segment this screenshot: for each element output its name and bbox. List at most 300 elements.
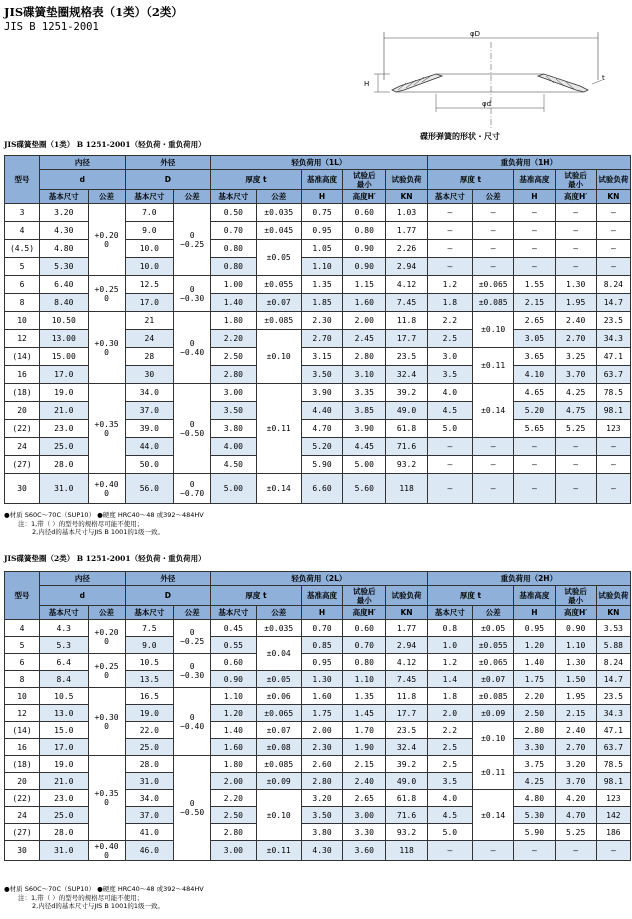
value-cell: 39.2 — [386, 384, 427, 402]
value-cell: 1.90 — [343, 739, 386, 756]
col-test-height: 试验后 最小 — [343, 170, 386, 190]
col-base-size: 基本尺寸 — [211, 190, 256, 204]
light-thickness-cell: 2.50 — [211, 807, 256, 824]
model-cell: 8 — [5, 294, 40, 312]
light-tolerance-cell: ±0.04 — [256, 637, 301, 671]
value-cell: 2.65 — [514, 312, 555, 330]
col-heavy-load: 重负荷用（1H） — [427, 156, 630, 170]
light-tolerance-cell: ±0.11 — [256, 841, 301, 861]
inner-tolerance-cell: +0.35 0 — [88, 756, 125, 841]
table-row — [5, 620, 631, 637]
table2-title: JIS碟簧垫圈（2类） B 1251-2001（轻负荷・重负荷用） — [4, 554, 206, 563]
light-tolerance-cell: ±0.065 — [256, 705, 301, 722]
inner-base-cell: 5.3 — [40, 637, 88, 654]
value-cell: 2.50 — [514, 705, 555, 722]
value-cell: 1.03 — [386, 204, 427, 222]
outer-base-cell: 28 — [125, 348, 173, 366]
model-cell: 4 — [5, 620, 40, 637]
outer-base-cell: 9.0 — [125, 637, 173, 654]
outer-base-cell: 12.5 — [125, 276, 173, 294]
inner-tolerance-cell: +0.20 0 — [88, 620, 125, 654]
light-thickness-cell: 0.45 — [211, 620, 256, 637]
value-cell: – — [514, 841, 555, 861]
model-cell: (14) — [5, 722, 40, 739]
col-tolerance: 公差 — [473, 606, 514, 620]
light-tolerance-cell: ±0.14 — [256, 474, 301, 504]
value-cell: 2.80 — [301, 773, 342, 790]
value-cell: 0.90 — [343, 258, 386, 276]
value-cell: 1.60 — [343, 294, 386, 312]
value-cell: 1.35 — [301, 276, 342, 294]
value-cell: 5.20 — [514, 402, 555, 420]
model-cell: 30 — [5, 841, 40, 861]
value-cell: 4.25 — [514, 773, 555, 790]
heavy-thickness-cell: 5.0 — [427, 824, 472, 841]
value-cell: 23.5 — [386, 722, 427, 739]
value-cell: – — [555, 222, 596, 240]
heavy-thickness-cell: – — [427, 438, 472, 456]
heavy-tolerance-cell: ±0.10 — [473, 312, 514, 348]
col-base-size: 基本尺寸 — [125, 606, 173, 620]
light-thickness-cell: 0.50 — [211, 204, 256, 222]
heavy-thickness-cell: 2.5 — [427, 330, 472, 348]
col-thickness: 厚度 t — [211, 586, 302, 606]
col-tolerance: 公差 — [88, 190, 125, 204]
light-tolerance-cell: ±0.05 — [256, 240, 301, 276]
table-row — [5, 312, 631, 330]
value-cell: 0.90 — [555, 620, 596, 637]
value-cell: 2.26 — [386, 240, 427, 258]
model-cell: 5 — [5, 637, 40, 654]
col-heavy-load: 重负荷用（2H） — [427, 572, 630, 586]
inner-base-cell: 25.0 — [40, 807, 88, 824]
value-cell: 0.80 — [343, 222, 386, 240]
heavy-thickness-cell: – — [427, 456, 472, 474]
col-thickness: 厚度 t — [427, 170, 514, 190]
heavy-thickness-cell: 3.5 — [427, 773, 472, 790]
col-h-symbol: H — [301, 190, 342, 204]
table-row — [5, 841, 631, 861]
value-cell: 5.25 — [555, 824, 596, 841]
light-tolerance-cell: ±0.08 — [256, 739, 301, 756]
col-kn: KN — [596, 606, 630, 620]
col-base-size: 基本尺寸 — [211, 606, 256, 620]
value-cell: 1.10 — [555, 637, 596, 654]
value-cell: 98.1 — [596, 773, 630, 790]
value-cell: 5.20 — [301, 438, 342, 456]
heavy-tolerance-cell: – — [473, 240, 514, 258]
value-cell: 0.70 — [301, 620, 342, 637]
col-outer: 外径 — [125, 156, 211, 170]
value-cell: 1.75 — [514, 671, 555, 688]
light-tolerance-cell: ±0.07 — [256, 294, 301, 312]
value-cell: 1.05 — [301, 240, 342, 258]
inner-base-cell: 28.0 — [40, 824, 88, 841]
value-cell: – — [514, 456, 555, 474]
inner-base-cell: 21.0 — [40, 773, 88, 790]
value-cell: 2.65 — [343, 790, 386, 807]
value-cell: 2.94 — [386, 258, 427, 276]
outer-base-cell: 34.0 — [125, 790, 173, 807]
col-kn: KN — [596, 190, 630, 204]
heavy-thickness-cell: 1.0 — [427, 637, 472, 654]
heavy-tolerance-cell: ±0.14 — [473, 790, 514, 841]
col-tolerance: 公差 — [256, 606, 301, 620]
light-thickness-cell: 4.50 — [211, 456, 256, 474]
page-title: JIS碟簧垫圈规格表（1类）（2类） — [4, 5, 183, 19]
light-thickness-cell: 2.50 — [211, 348, 256, 366]
heavy-thickness-cell: 3.5 — [427, 366, 472, 384]
inner-base-cell: 28.0 — [40, 456, 88, 474]
heavy-tolerance-cell: – — [473, 841, 514, 861]
model-cell: 5 — [5, 258, 40, 276]
value-cell: 3.90 — [343, 420, 386, 438]
value-cell: 1.77 — [386, 620, 427, 637]
inner-base-cell: 4.30 — [40, 222, 88, 240]
value-cell: 1.10 — [301, 258, 342, 276]
col-model: 型号 — [5, 572, 40, 620]
value-cell: 3.50 — [301, 366, 342, 384]
outer-tolerance-cell: 0 −0.50 — [174, 384, 211, 474]
col-thickness: 厚度 t — [427, 586, 514, 606]
value-cell: 5.60 — [343, 474, 386, 504]
col-kn: KN — [386, 606, 427, 620]
light-tolerance-cell: ±0.035 — [256, 620, 301, 637]
light-thickness-cell: 5.00 — [211, 474, 256, 504]
value-cell: 34.3 — [596, 705, 630, 722]
value-cell: – — [514, 438, 555, 456]
col-tolerance: 公差 — [174, 606, 211, 620]
light-thickness-cell: 1.40 — [211, 722, 256, 739]
value-cell: 5.25 — [555, 420, 596, 438]
value-cell: 2.40 — [555, 312, 596, 330]
value-cell: 4.70 — [555, 807, 596, 824]
value-cell: 4.20 — [555, 790, 596, 807]
value-cell: 1.20 — [514, 637, 555, 654]
label-inner-diameter: φd — [482, 100, 492, 108]
heavy-thickness-cell: 2.5 — [427, 739, 472, 756]
model-cell: 20 — [5, 402, 40, 420]
value-cell: 2.70 — [555, 330, 596, 348]
value-cell: 0.95 — [514, 620, 555, 637]
value-cell: 4.40 — [301, 402, 342, 420]
value-cell: 5.30 — [514, 807, 555, 824]
heavy-thickness-cell: 2.2 — [427, 312, 472, 330]
col-inner-sym: d — [40, 170, 126, 190]
col-outer-sym: D — [125, 586, 211, 606]
heavy-thickness-cell: 4.5 — [427, 402, 472, 420]
outer-tolerance-cell: 0 −0.70 — [174, 474, 211, 504]
outer-base-cell: 56.0 — [125, 474, 173, 504]
value-cell: 118 — [386, 841, 427, 861]
heavy-tolerance-cell: – — [473, 222, 514, 240]
value-cell: 23.5 — [596, 688, 630, 705]
col-test-load: 试验负荷 — [386, 170, 427, 190]
inner-base-cell: 17.0 — [40, 366, 88, 384]
outer-base-cell: 25.0 — [125, 739, 173, 756]
value-cell: 3.75 — [514, 756, 555, 773]
light-thickness-cell: 1.80 — [211, 756, 256, 773]
value-cell: 2.00 — [301, 722, 342, 739]
inner-base-cell: 8.4 — [40, 671, 88, 688]
outer-base-cell: 16.5 — [125, 688, 173, 705]
model-cell: (22) — [5, 790, 40, 807]
model-cell: 8 — [5, 671, 40, 688]
col-thickness: 厚度 t — [211, 170, 302, 190]
heavy-tolerance-cell: ±0.14 — [473, 384, 514, 438]
inner-base-cell: 25.0 — [40, 438, 88, 456]
inner-base-cell: 10.50 — [40, 312, 88, 330]
outer-base-cell: 30 — [125, 366, 173, 384]
col-outer: 外径 — [125, 572, 211, 586]
inner-base-cell: 6.40 — [40, 276, 88, 294]
outer-base-cell: 39.0 — [125, 420, 173, 438]
col-h-prime: 高度H′ — [343, 606, 386, 620]
heavy-thickness-cell: – — [427, 841, 472, 861]
heavy-tolerance-cell: – — [473, 474, 514, 504]
value-cell: 2.15 — [514, 294, 555, 312]
value-cell: 78.5 — [596, 384, 630, 402]
model-cell: 20 — [5, 773, 40, 790]
table-row — [5, 474, 631, 504]
outer-base-cell: 10.0 — [125, 240, 173, 258]
value-cell: 39.2 — [386, 756, 427, 773]
outer-tolerance-cell: 0 −0.25 — [174, 620, 211, 654]
value-cell: 8.24 — [596, 654, 630, 671]
model-cell: 6 — [5, 654, 40, 671]
col-h-prime: 高度H′ — [343, 190, 386, 204]
col-model: 型号 — [5, 156, 40, 204]
table-row — [5, 756, 631, 773]
inner-base-cell: 4.80 — [40, 240, 88, 258]
value-cell: 0.80 — [343, 654, 386, 671]
value-cell: 1.75 — [301, 705, 342, 722]
label-outer-diameter: φD — [470, 30, 481, 38]
outer-base-cell: 44.0 — [125, 438, 173, 456]
col-base-size: 基本尺寸 — [40, 606, 88, 620]
value-cell: 61.8 — [386, 790, 427, 807]
value-cell: 3.20 — [555, 756, 596, 773]
light-thickness-cell: 4.00 — [211, 438, 256, 456]
light-thickness-cell: 0.55 — [211, 637, 256, 654]
value-cell: 1.30 — [555, 276, 596, 294]
outer-base-cell: 34.0 — [125, 384, 173, 402]
model-cell: (27) — [5, 456, 40, 474]
value-cell: – — [596, 258, 630, 276]
value-cell: 7.45 — [386, 671, 427, 688]
value-cell: 1.15 — [343, 276, 386, 294]
note-line: ●材质 S60C～70C（SUP10） ●硬度 HRC40～48 或392～484HV — [4, 511, 204, 519]
value-cell: 11.8 — [386, 688, 427, 705]
value-cell: 1.85 — [301, 294, 342, 312]
heavy-thickness-cell: 4.0 — [427, 384, 472, 402]
value-cell: 0.60 — [343, 204, 386, 222]
inner-tolerance-cell: +0.25 0 — [88, 654, 125, 688]
value-cell: 11.8 — [386, 312, 427, 330]
heavy-tolerance-cell: – — [473, 438, 514, 456]
model-cell: 24 — [5, 807, 40, 824]
light-thickness-cell: 0.60 — [211, 654, 256, 671]
value-cell: 6.60 — [301, 474, 342, 504]
light-tolerance-cell: ±0.055 — [256, 276, 301, 294]
value-cell: 4.65 — [514, 384, 555, 402]
value-cell: 4.10 — [514, 366, 555, 384]
label-thickness: t — [602, 74, 605, 82]
spec-table-type2 — [4, 571, 631, 861]
standard-number: JIS B 1251-2001 — [4, 21, 99, 33]
heavy-thickness-cell: 2.5 — [427, 756, 472, 773]
value-cell: 71.6 — [386, 438, 427, 456]
value-cell: – — [555, 240, 596, 258]
table-row — [5, 276, 631, 294]
value-cell: 3.05 — [514, 330, 555, 348]
value-cell: 1.35 — [343, 688, 386, 705]
col-light-load: 轻负荷用（1L） — [211, 156, 428, 170]
value-cell: 49.0 — [386, 773, 427, 790]
value-cell: 2.30 — [301, 312, 342, 330]
value-cell: 2.70 — [555, 739, 596, 756]
table-row — [5, 688, 631, 705]
col-test-load: 试验负荷 — [596, 170, 630, 190]
heavy-tolerance-cell: – — [473, 456, 514, 474]
col-h-prime: 高度H′ — [555, 190, 596, 204]
value-cell: 17.7 — [386, 705, 427, 722]
light-tolerance-cell: ±0.09 — [256, 773, 301, 790]
value-cell: 5.00 — [343, 456, 386, 474]
value-cell: 4.75 — [555, 402, 596, 420]
note-line: ●材质 S60C～70C（SUP10） ●硬度 HRC40～48 或392～484HV — [4, 885, 204, 893]
value-cell: 0.75 — [301, 204, 342, 222]
note-line: 注：1,带（ ）的型号的规格尽可能不使用； — [18, 519, 144, 528]
value-cell: 0.90 — [343, 240, 386, 258]
light-thickness-cell: 2.20 — [211, 790, 256, 807]
value-cell: 71.6 — [386, 807, 427, 824]
value-cell: 93.2 — [386, 456, 427, 474]
heavy-thickness-cell: 1.8 — [427, 688, 472, 705]
value-cell: 142 — [596, 807, 630, 824]
value-cell: 7.45 — [386, 294, 427, 312]
inner-base-cell: 13.00 — [40, 330, 88, 348]
disc-spring-diagram — [364, 28, 610, 133]
value-cell: 63.7 — [596, 366, 630, 384]
value-cell: 3.35 — [343, 384, 386, 402]
model-cell: 10 — [5, 312, 40, 330]
heavy-thickness-cell: 4.5 — [427, 807, 472, 824]
value-cell: 1.45 — [343, 705, 386, 722]
inner-base-cell: 19.0 — [40, 756, 88, 773]
model-cell: 30 — [5, 474, 40, 504]
value-cell: – — [596, 474, 630, 504]
value-cell: 32.4 — [386, 366, 427, 384]
col-tolerance: 公差 — [88, 606, 125, 620]
value-cell: 1.30 — [555, 654, 596, 671]
inner-tolerance-cell: +0.30 0 — [88, 688, 125, 756]
value-cell: 3.53 — [596, 620, 630, 637]
heavy-tolerance-cell: ±0.10 — [473, 722, 514, 756]
col-test-load: 试验负荷 — [596, 586, 630, 606]
light-thickness-cell: 2.00 — [211, 773, 256, 790]
value-cell: 4.12 — [386, 654, 427, 671]
heavy-thickness-cell: – — [427, 258, 472, 276]
light-thickness-cell: 2.20 — [211, 330, 256, 348]
value-cell: 3.20 — [301, 790, 342, 807]
inner-base-cell: 31.0 — [40, 474, 88, 504]
heavy-thickness-cell: – — [427, 222, 472, 240]
value-cell: 23.5 — [596, 312, 630, 330]
value-cell: 123 — [596, 420, 630, 438]
value-cell: – — [596, 222, 630, 240]
heavy-thickness-cell: 1.2 — [427, 654, 472, 671]
table1-notes — [4, 511, 204, 537]
model-cell: (18) — [5, 384, 40, 402]
value-cell: – — [514, 258, 555, 276]
model-cell: 6 — [5, 276, 40, 294]
outer-base-cell: 9.0 — [125, 222, 173, 240]
value-cell: 14.7 — [596, 671, 630, 688]
light-tolerance-cell: ±0.05 — [256, 671, 301, 688]
value-cell: 3.25 — [555, 348, 596, 366]
light-thickness-cell: 0.90 — [211, 671, 256, 688]
inner-base-cell: 15.00 — [40, 348, 88, 366]
inner-base-cell: 31.0 — [40, 841, 88, 861]
light-thickness-cell: 0.70 — [211, 222, 256, 240]
heavy-tolerance-cell: ±0.055 — [473, 637, 514, 654]
label-height: H — [364, 80, 370, 88]
value-cell: 2.80 — [343, 348, 386, 366]
model-cell: 4 — [5, 222, 40, 240]
inner-base-cell: 23.0 — [40, 790, 88, 807]
value-cell: 0.95 — [301, 654, 342, 671]
value-cell: 1.55 — [514, 276, 555, 294]
heavy-thickness-cell: 4.0 — [427, 790, 472, 807]
value-cell: 3.30 — [514, 739, 555, 756]
heavy-tolerance-cell: ±0.11 — [473, 756, 514, 790]
value-cell: 4.45 — [343, 438, 386, 456]
value-cell: 4.70 — [301, 420, 342, 438]
heavy-thickness-cell: 2.0 — [427, 705, 472, 722]
col-outer-sym: D — [125, 170, 211, 190]
light-thickness-cell: 1.60 — [211, 739, 256, 756]
value-cell: 3.70 — [555, 773, 596, 790]
inner-base-cell: 21.0 — [40, 402, 88, 420]
value-cell: 2.30 — [301, 739, 342, 756]
inner-base-cell: 6.4 — [40, 654, 88, 671]
inner-base-cell: 5.30 — [40, 258, 88, 276]
value-cell: 118 — [386, 474, 427, 504]
value-cell: 47.1 — [596, 722, 630, 739]
light-thickness-cell: 1.80 — [211, 312, 256, 330]
value-cell: 17.7 — [386, 330, 427, 348]
light-thickness-cell: 0.80 — [211, 240, 256, 258]
outer-tolerance-cell: 0 −0.25 — [174, 204, 211, 276]
outer-base-cell: 37.0 — [125, 402, 173, 420]
value-cell: 3.80 — [301, 824, 342, 841]
table2-notes — [4, 885, 204, 911]
value-cell: – — [596, 438, 630, 456]
col-base-size: 基本尺寸 — [427, 606, 472, 620]
model-cell: 16 — [5, 739, 40, 756]
value-cell: 5.90 — [301, 456, 342, 474]
value-cell: 1.95 — [555, 294, 596, 312]
value-cell: 1.30 — [301, 671, 342, 688]
value-cell: – — [596, 204, 630, 222]
col-h-prime: 高度H′ — [555, 606, 596, 620]
diagram-caption: 碟形弹簧的形状・尺寸 — [420, 131, 500, 141]
value-cell: 3.65 — [514, 348, 555, 366]
outer-base-cell: 31.0 — [125, 773, 173, 790]
value-cell: 63.7 — [596, 739, 630, 756]
value-cell: 3.00 — [343, 807, 386, 824]
